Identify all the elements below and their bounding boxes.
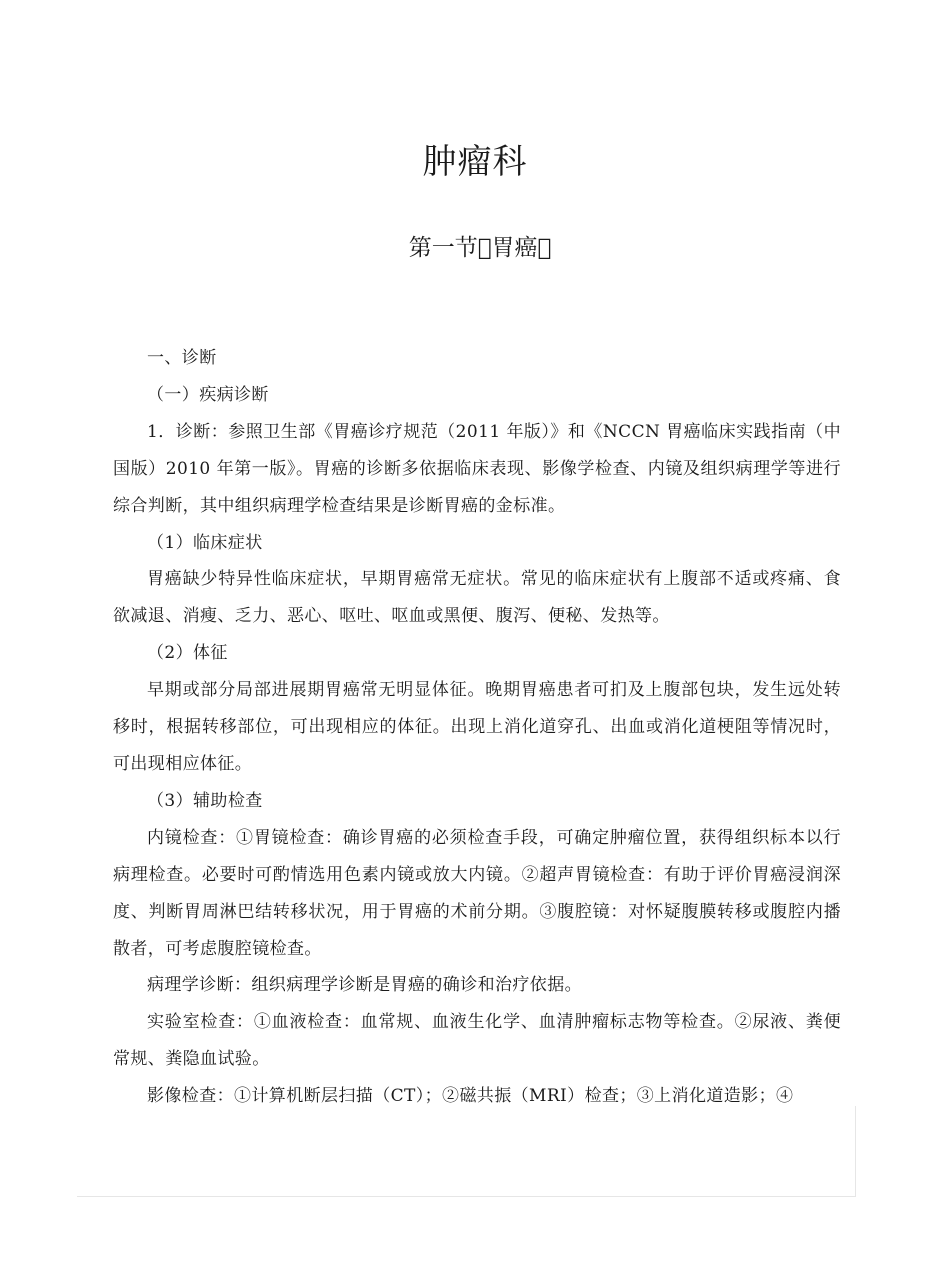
section-title: 第一节 胃癌  <box>408 235 552 261</box>
paragraph-lab-tests: 实验室检查：①血液检查：血常规、血液生化学、血清肿瘤标志物等检查。②尿液、粪便常规、粪隐血试验。 <box>113 1012 841 1070</box>
paragraph-imaging: 影像检查：①计算机断层扫描（CT）；②磁共振（MRI）检查；③上消化道造影；④ <box>147 1086 794 1107</box>
page-title: 肿瘤科 <box>422 142 528 182</box>
paragraph-endoscopy: 内镜检查：①胃镜检查：确诊胃癌的必须检查手段，可确定肿瘤位置，获得组织标本以行病理检查。必要时可酌情选用色素内镜或放大内镜。②超声胃镜检查：有助于评价胃癌浸润深度、判断胃周淋巴结转移状况，用于胃癌的术前分期。③腹腔镜：对怀疑腹膜转移或腹腔内播散者，可考虑腹腔镜检查。 <box>113 827 841 959</box>
paragraph-clinical-symptoms: 胃癌缺少特异性临床症状，早期胃癌常无症状。常见的临床症状有上腹部不适或疼痛、食欲减退、消瘦、乏力、恶心、呕吐、呕血或黑便、腹泻、便秘、发热等。 <box>113 569 841 627</box>
document-body <box>113 340 841 1115</box>
heading-signs: （2）体征 <box>147 643 228 664</box>
heading-disease-diagnosis: （一）疾病诊断 <box>147 384 269 405</box>
page-frame-right-line <box>855 1106 856 1196</box>
paragraph-signs: 早期或部分局部进展期胃癌常无明显体征。晚期胃癌患者可扪及上腹部包块，发生远处转移时，根据转移部位，可出现相应的体征。出现上消化道穿孔、出血或消化道梗阻等情况时，可出现相应体征。 <box>113 680 841 774</box>
paragraph-diagnosis-reference: 1．诊断：参照卫生部《胃癌诊疗规范（2011 年版）》和《NCCN 胃癌临床实践指南（中国版）2010 年第一版》。胃癌的诊断多依据临床表现、影像学检查、内镜及组织病理学等进行综合判断，其中组织病理学检查结果是诊断胃癌的金标准。 <box>113 421 841 516</box>
paragraph-pathology: 病理学诊断：组织病理学诊断是胃癌的确诊和治疗依据。 <box>147 975 582 996</box>
page-frame-bottom-line <box>77 1196 856 1197</box>
heading-diagnosis: 一、诊断 <box>147 348 217 368</box>
heading-clinical-symptoms: （1）临床症状 <box>147 532 263 553</box>
heading-auxiliary-exams: （3）辅助检查 <box>147 790 263 811</box>
